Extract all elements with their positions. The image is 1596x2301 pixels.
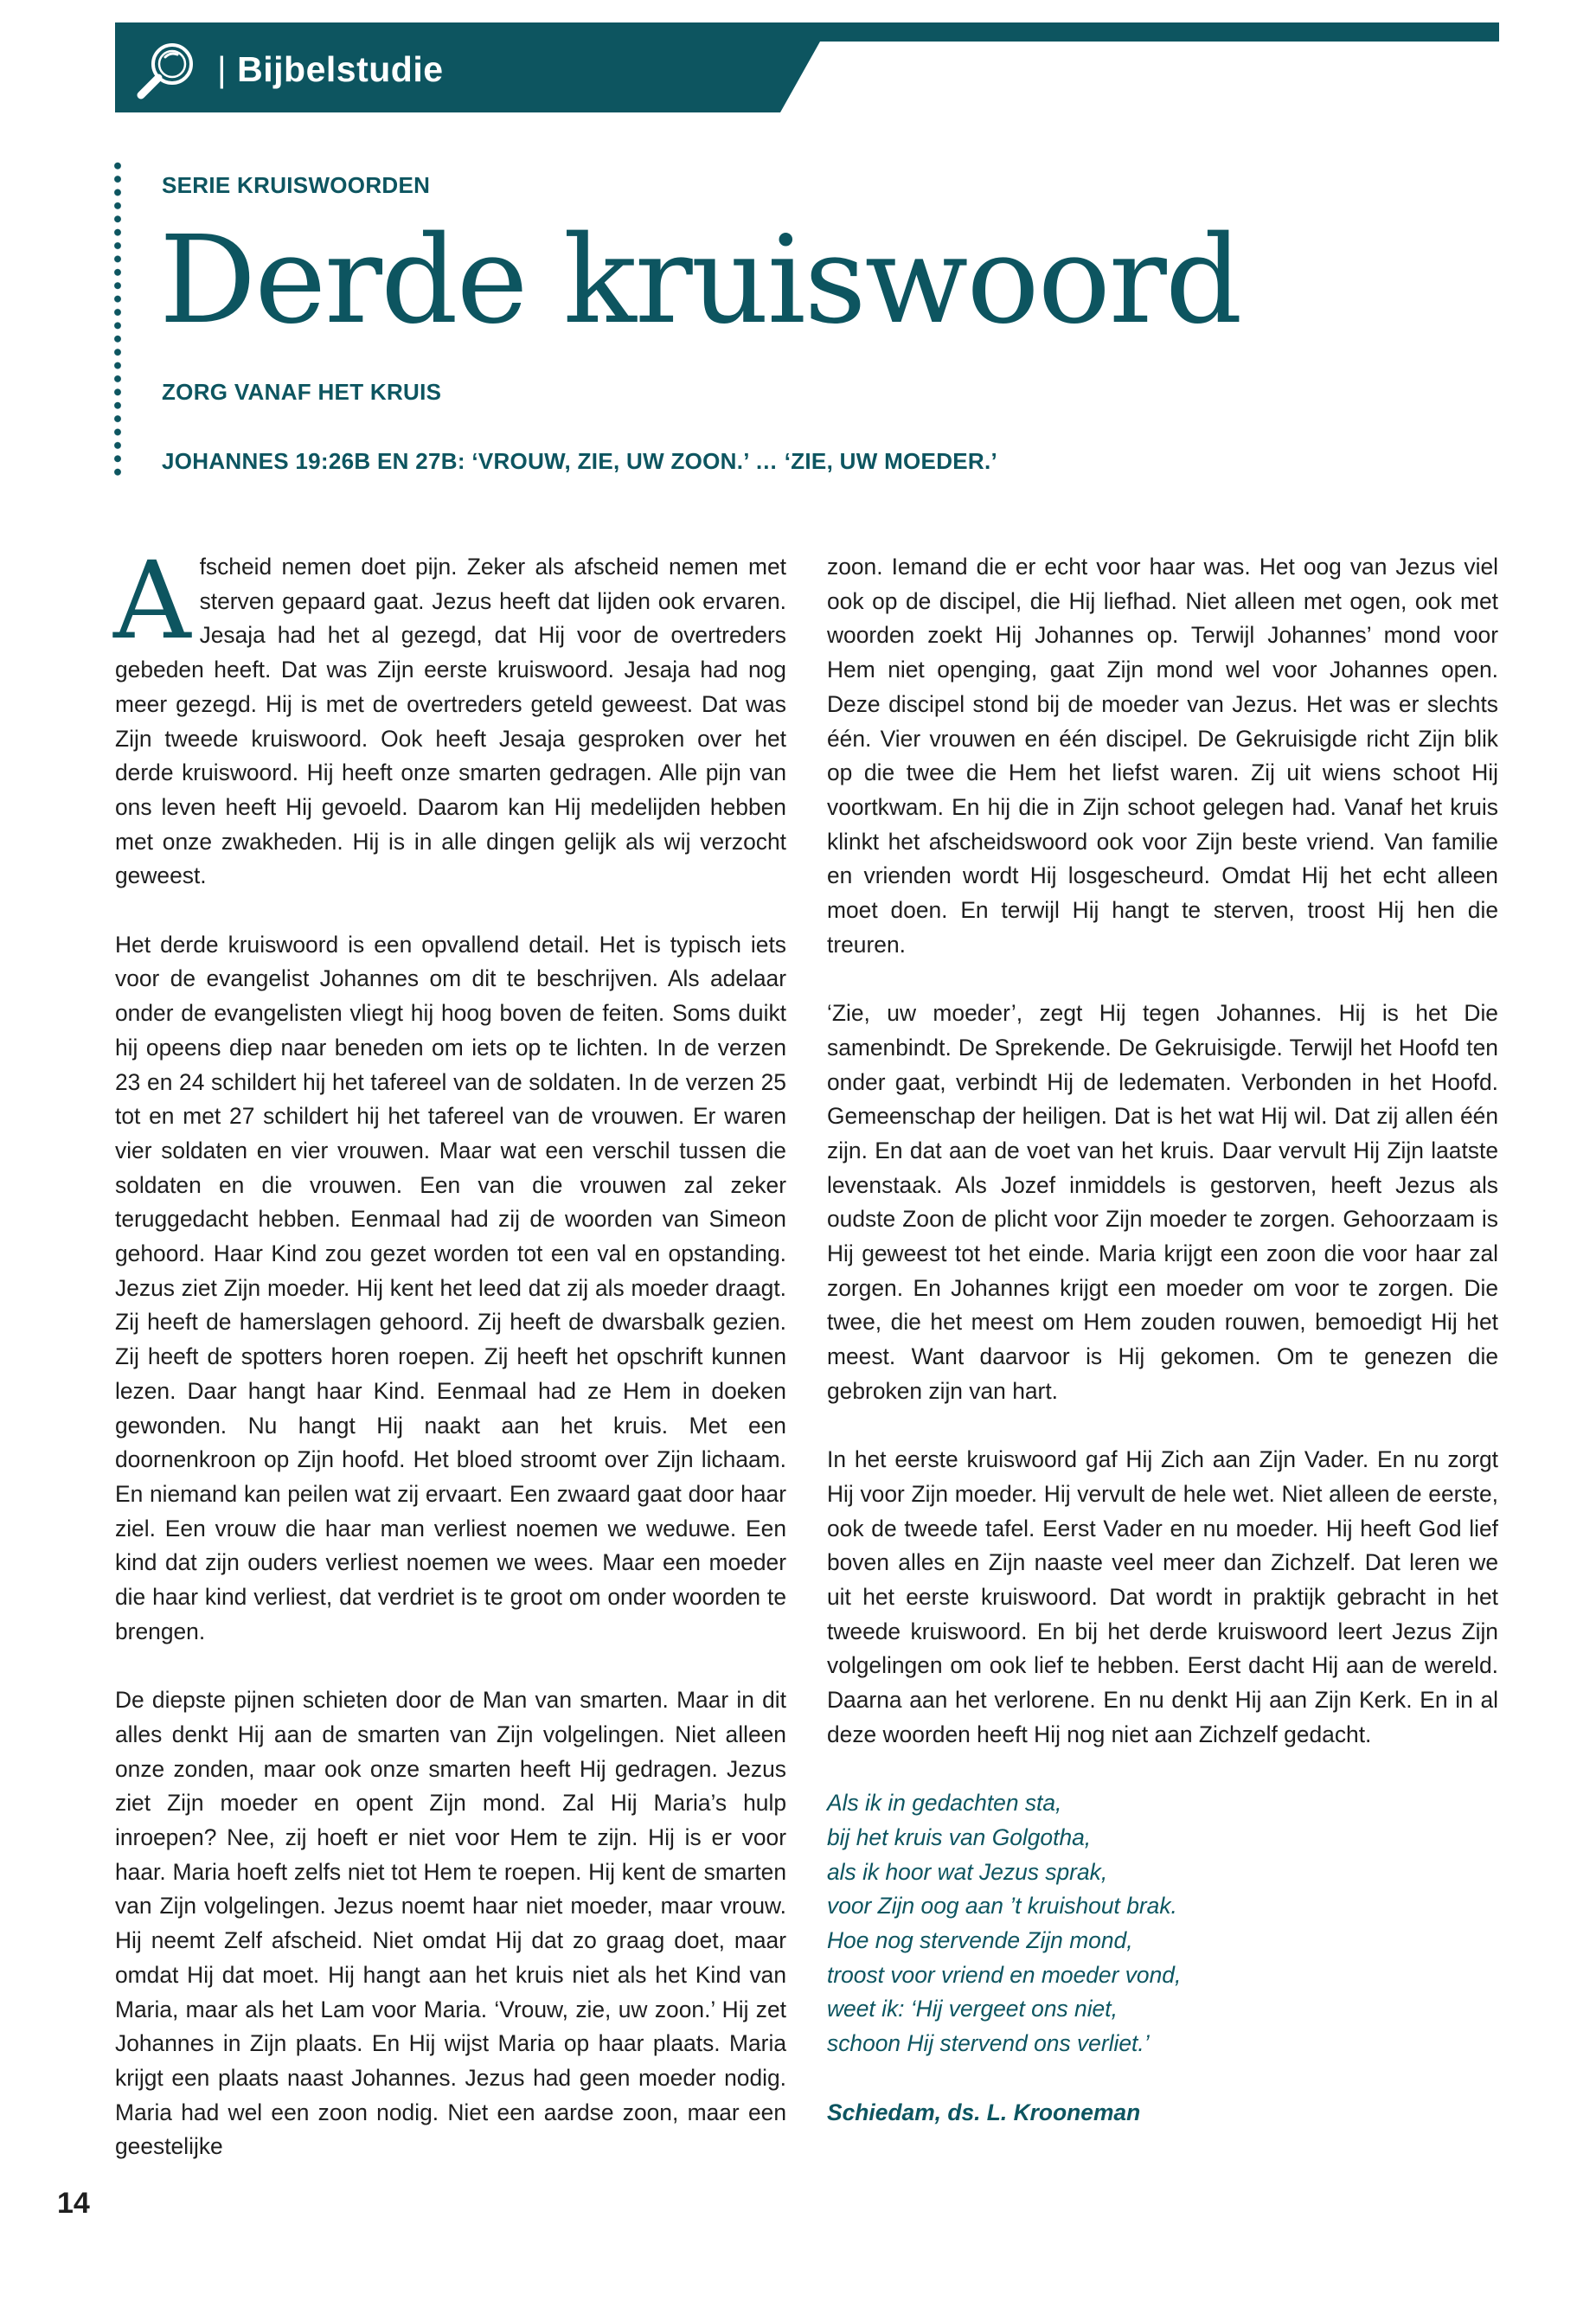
magnifier-icon xyxy=(132,36,202,106)
section-separator: | xyxy=(217,49,228,89)
poem-line: weet ik: ‘Hij vergeet ons niet, xyxy=(827,1996,1118,2022)
article-title: Derde kruiswoord xyxy=(159,210,1241,351)
poem-line: troost voor vriend en moeder vond, xyxy=(827,1961,1182,1988)
poem-line: als ik hoor wat Jezus sprak, xyxy=(827,1858,1108,1885)
column-left xyxy=(113,539,786,2164)
paragraph-4: ‘Zie, uw moeder’, zegt Hij tegen Johannes. Hij is het Die samenbindt. De Sprekende. De Gekruisigde. Terwijl het Hoofd ten onder gaat, verbindt Hij de ledematen. Verbonden in het Hoofd. Gemeenschap der heiligen. Dat is het wat Hij wil. Dat zij allen één zijn. En dat aan de voet van het kruis. Daar vervult Hij Zijn laatste levenstaak. Als Jozef inmiddels is gestorven, heeft Jezus als oudste Zoon de plicht voor Zijn moeder te zorgen. Gehoorzaam is Hij geweest tot het einde. Maria krijgt een zoon die voor haar zal zorgen. En Johannes krijgt een moeder om voor te zorgen. Die twee, die het meest om Hem zouden rouwen, bemoedigt Hij het meest. Want daarvoor is Hij gekomen. Om te genezen die gebroken zijn van hart. xyxy=(827,1000,1498,1404)
scripture-reference: JOHANNES 19:26B EN 27B: ‘VROUW, ZIE, UW ZOON.’ … ‘ZIE, UW MOEDER.’ xyxy=(162,448,998,474)
paragraph-intro-text: fscheid nemen doet pijn. Zeker als afscheid nemen met sterven gepaard gaat. Jezus heeft dat lijden ook ervaren. Jesaja had het al gezegd, dat Hij voor de overtreders gebeden heeft. Dat was Zijn eerste kruiswoord. Jesaja had nog meer gezegd. Hij is met de overtreders geteld geweest. Dat was Zijn tweede kruiswoord. Ook heeft Jesaja gesproken over het derde kruiswoord. Hij heeft onze smarten gedragen. Alle pijn van ons leven heeft Hij gevoeld. Daarom kan Hij medelijden hebben met onze zwakheden. Hij is in alle dingen gelijk als wij verzocht geweest. xyxy=(115,554,786,889)
section-title: Bijbelstudie xyxy=(237,49,444,89)
poem-line: Hoe nog stervende Zijn mond, xyxy=(827,1927,1133,1954)
paragraph-2: Het derde kruiswoord is een opvallend detail. Het is typisch iets voor de evangelist Johannes om dit te beschrijven. Als adelaar onder de evangelisten vliegt hij hoog boven de feiten. Soms duikt hij opeens diep naar beneden om iets op te lichten. In de verzen 23 en 24 schildert hij het tafereel van de soldaten. In de verzen 25 tot en met 27 schildert hij het tafereel van de vrouwen. Er waren vier soldaten en vier vrouwen. Maar wat een verschil tussen die soldaten en die vrouwen. Een van die vrouwen zal zeker teruggedacht hebben. Eenmaal had zij de woorden van Simeon gehoord. Haar Kind zou gezet worden tot een val en opstanding. Jezus ziet Zijn moeder. Hij kent het leed dat zij als moeder draagt. Zij heeft de hamerslagen gehoord. Zij heeft de dwarsbalk gezien. Zij heeft de spotters horen roepen. Zij heeft het opschrift kunnen lezen. Daar hangt haar Kind. Eenmaal had ze Hem in doeken gewonden. Nu hangt Hij naakt aan het kruis. Met een doornenkroon op Zijn hoofd. Het bloed stroomt over Zijn lichaam. En niemand kan peilen wat zij ervaart. Een zwaard gaat door haar ziel. Een vrouw die haar man verliest noemen we weduwe. Een kind dat zijn ouders verliest noemen we wees. Maar een moeder die haar kind verliest, dat verdriet is te groot om onder woorden te brengen. xyxy=(115,931,786,1644)
paragraph-5: In het eerste kruiswoord gaf Hij Zich aan Zijn Vader. En nu zorgt Hij voor Zijn moeder. Hij vervult de hele wet. Niet alleen de eerste, ook de tweede tafel. Eerst Vader en nu moeder. Hij heeft God lief boven alles en Zijn naaste veel meer dan Zichzelf. Dat leren we uit het eerste kruiswoord. Dat wordt in praktijk gebracht in het tweede kruiswoord. En bij het derde kruiswoord leert Jezus Zijn volgelingen om ook lief te hebben. Eerst dacht Hij aan de wereld. Daarna aan het verlorene. En nu denkt Hij aan Zijn Kerk. En in al deze woorden heeft Hij nog niet aan Zichzelf gedacht. xyxy=(827,1446,1498,1747)
series-label: SERIE KRUISWOORDEN xyxy=(162,172,431,198)
paragraph-3-part2: zoon. Iemand die er echt voor haar was. Het oog van Jezus viel ook op de discipel, die Hij liefhad. Niet alleen met ogen, ook met woorden zoekt Hij Johannes op. Terwijl Johannes’ mond voor Hem niet openging, gaat Zijn mond wel voor Johannes open. Deze discipel stond bij de moeder van Jezus. Het was er slechts één. Vier vrouwen en één discipel. De Gekruisigde richt Zijn blik op die twee die Hem het liefst waren. Zij uit wiens schoot Hij voortkwam. En hij die in Zijn schoot gelegen had. Vanaf het kruis klinkt het afscheidswoord ook voor Zijn beste vriend. Van familie en vrienden wordt Hij losgescheurd. Omdat Hij het echt alleen moet doen. En terwijl Hij hangt te sterven, troost Hij hen die treuren. xyxy=(827,554,1498,958)
poem xyxy=(827,1786,1498,2061)
dotted-rule xyxy=(112,159,123,479)
article-subtitle: ZORG VANAF HET KRUIS xyxy=(162,379,442,405)
poem-line: Als ik in gedachten sta, xyxy=(827,1790,1062,1817)
paragraph-3-part1: De diepste pijnen schieten door de Man van smarten. Maar in dit alles denkt Hij aan de smarten van Zijn volgelingen. Niet alleen onze zonden, maar ook onze smarten heeft Hij gedragen. Jezus ziet Zijn moeder en opent Zijn mond. Zal Hij Maria’s hulp inroepen? Nee, zij hoeft er niet voor Hem te zijn. Hij is er voor haar. Maria hoeft zelfs niet tot Hem te roepen. Hij kent de smarten van Zijn volgelingen. Jezus noemt haar niet moeder, maar vrouw. Hij neemt Zelf afscheid. Niet omdat Hij dat zo graag doet, maar omdat Hij dat moet. Hij hangt aan het kruis niet als het Kind van Maria, maar als het Lam voor Maria. ‘Vrouw, zie, uw zoon.’ Hij zet Johannes in Zijn plaats. En Hij wijst Maria op haar plaats. Maria krijgt een plaats naast Johannes. Jezus had geen moeder nodig. Maria had wel een zoon nodig. Niet een aardse zoon, maar een geestelijke xyxy=(115,1687,786,2160)
page-number: 14 xyxy=(57,2187,90,2220)
drop-cap: A xyxy=(113,539,191,663)
paragraph-intro xyxy=(113,539,786,894)
author-signature: Schiedam, ds. L. Krooneman xyxy=(827,2099,1141,2125)
poem-line: bij het kruis van Golgotha, xyxy=(827,1823,1092,1850)
section-label xyxy=(217,22,444,112)
poem-line: schoon Hij stervend ons verliet.’ xyxy=(827,2030,1150,2057)
section-banner xyxy=(115,22,1499,112)
poem-line: voor Zijn oog aan ’t kruishout brak. xyxy=(827,1893,1177,1920)
column-right xyxy=(827,550,1498,2164)
